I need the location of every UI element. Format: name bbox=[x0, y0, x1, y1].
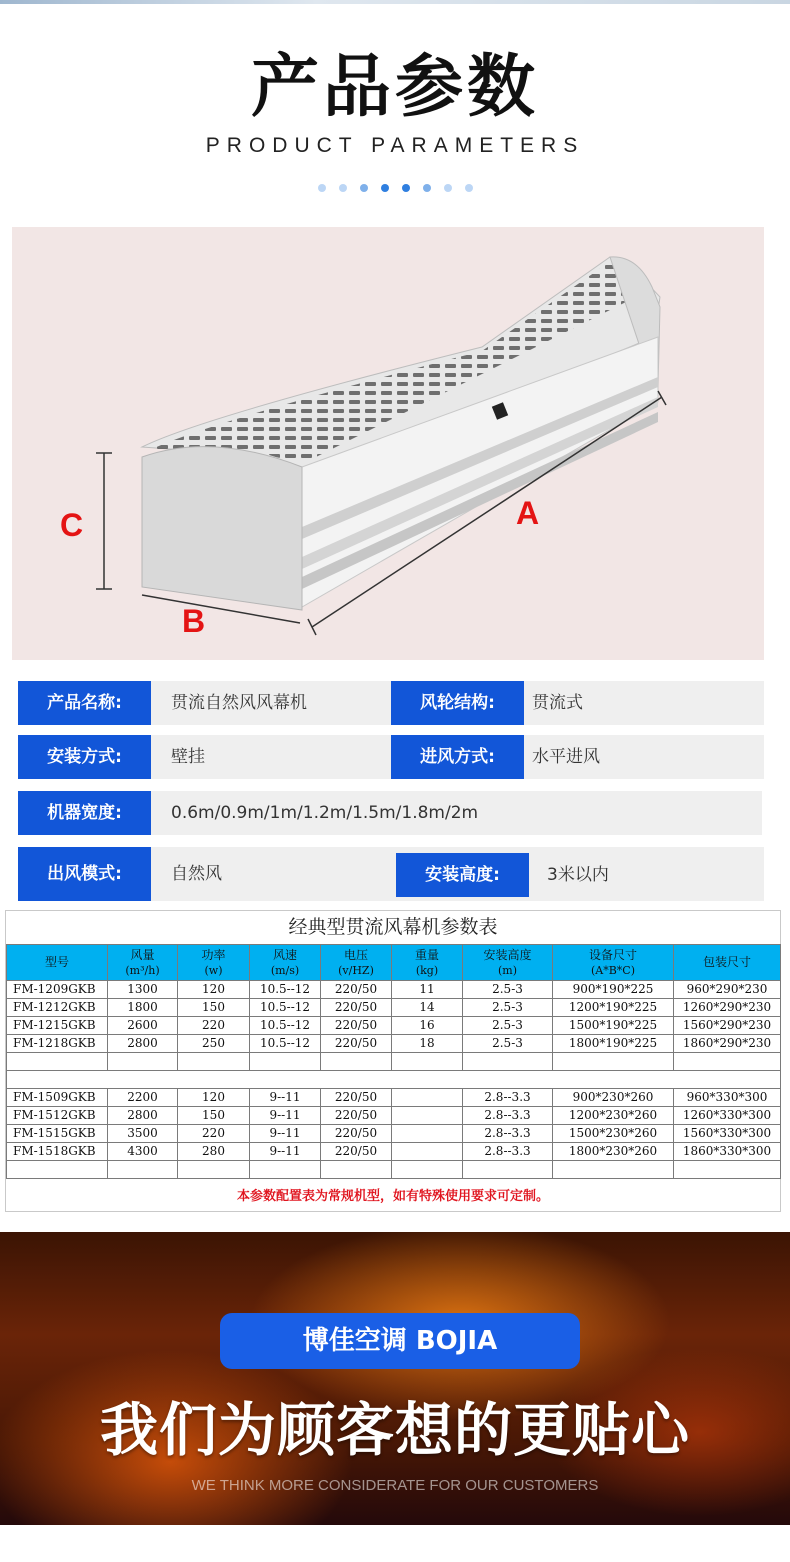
header-wind-speed: 风速 (m/s) bbox=[250, 945, 321, 981]
table-cell: 220/50 bbox=[321, 1017, 392, 1035]
table-cell: 11 bbox=[392, 981, 463, 999]
header-install-height: 安装高度 (m) bbox=[463, 945, 553, 981]
table-cell: 120 bbox=[178, 981, 250, 999]
product-photo bbox=[12, 227, 764, 660]
product-name-value: 贯流自然风风幕机 bbox=[151, 681, 391, 725]
header-device-size: 设备尺寸 (A*B*C) bbox=[553, 945, 674, 981]
table-row bbox=[7, 1053, 781, 1071]
air-curtain-illustration bbox=[12, 227, 764, 660]
table-row bbox=[7, 1125, 781, 1143]
machine-width-label: 机器宽度: bbox=[18, 791, 151, 835]
dot bbox=[381, 184, 389, 192]
dot bbox=[423, 184, 431, 192]
table-cell: 220 bbox=[178, 1017, 250, 1035]
top-decoration-strip bbox=[0, 0, 790, 4]
param-row-name bbox=[18, 681, 764, 725]
table-cell bbox=[392, 1107, 463, 1125]
section-subtitle: PRODUCT PARAMETERS bbox=[205, 134, 585, 157]
table-cell: 9--11 bbox=[250, 1089, 321, 1107]
table-cell: 220/50 bbox=[321, 1107, 392, 1125]
spec-table-title: 经典型贯流风幕机参数表 bbox=[288, 916, 498, 938]
dot bbox=[402, 184, 410, 192]
table-cell-model: FM-1518GKB bbox=[7, 1143, 108, 1161]
dimension-a-label: A bbox=[516, 495, 540, 531]
table-cell: 120 bbox=[178, 1089, 250, 1107]
table-cell: 220/50 bbox=[321, 1035, 392, 1053]
table-cell bbox=[463, 1161, 553, 1179]
table-cell: 150 bbox=[178, 999, 250, 1017]
table-cell: 1260*330*300 bbox=[674, 1107, 781, 1125]
table-cell: 9--11 bbox=[250, 1107, 321, 1125]
table-cell: 10.5--12 bbox=[250, 999, 321, 1017]
air-intake-label: 进风方式: bbox=[391, 735, 524, 779]
table-row bbox=[7, 1143, 781, 1161]
table-cell: 10.5--12 bbox=[250, 1035, 321, 1053]
table-cell: 220 bbox=[178, 1125, 250, 1143]
table-cell-model: FM-1212GKB bbox=[7, 999, 108, 1017]
table-cell bbox=[392, 1053, 463, 1071]
table-cell bbox=[178, 1161, 250, 1179]
product-name-label: 产品名称: bbox=[18, 681, 151, 725]
table-separator-row bbox=[7, 1071, 781, 1089]
fan-structure-value: 贯流式 bbox=[524, 681, 764, 725]
table-cell: 2.8--3.3 bbox=[463, 1107, 553, 1125]
dot bbox=[339, 184, 347, 192]
spec-table bbox=[6, 944, 781, 1179]
install-method-value: 壁挂 bbox=[151, 735, 391, 779]
table-cell: 2800 bbox=[108, 1035, 178, 1053]
table-cell: 220/50 bbox=[321, 981, 392, 999]
table-cell-model bbox=[7, 1053, 108, 1071]
table-cell-model: FM-1209GKB bbox=[7, 981, 108, 999]
table-cell: 14 bbox=[392, 999, 463, 1017]
table-row bbox=[7, 1017, 781, 1035]
table-cell-model: FM-1215GKB bbox=[7, 1017, 108, 1035]
table-cell bbox=[392, 1125, 463, 1143]
table-cell bbox=[178, 1053, 250, 1071]
table-cell: 220/50 bbox=[321, 1143, 392, 1161]
header-model: 型号 bbox=[7, 945, 108, 981]
air-intake-value: 水平进风 bbox=[524, 735, 764, 779]
table-cell: 2.5-3 bbox=[463, 999, 553, 1017]
table-cell: 2.8--3.3 bbox=[463, 1143, 553, 1161]
table-cell bbox=[321, 1053, 392, 1071]
table-cell: 960*330*300 bbox=[674, 1089, 781, 1107]
param-row-width bbox=[18, 791, 762, 835]
table-cell bbox=[674, 1053, 781, 1071]
table-row bbox=[7, 999, 781, 1017]
table-cell bbox=[553, 1053, 674, 1071]
header-weight: 重量 (kg) bbox=[392, 945, 463, 981]
table-cell: 1500*190*225 bbox=[553, 1017, 674, 1035]
table-cell bbox=[108, 1053, 178, 1071]
table-cell: 220/50 bbox=[321, 999, 392, 1017]
param-row-install bbox=[18, 735, 764, 779]
table-cell bbox=[392, 1161, 463, 1179]
brand-banner bbox=[0, 1232, 790, 1525]
install-height-label: 安装高度: bbox=[396, 853, 529, 897]
table-row bbox=[7, 1035, 781, 1053]
table-cell: 2.5-3 bbox=[463, 1035, 553, 1053]
table-cell: 1800*190*225 bbox=[553, 1035, 674, 1053]
table-cell: 2.5-3 bbox=[463, 1017, 553, 1035]
table-cell bbox=[674, 1161, 781, 1179]
install-method-label: 安装方式: bbox=[18, 735, 151, 779]
slogan: 我们为顾客想的更贴心 bbox=[99, 1396, 690, 1464]
param-row-outlet bbox=[18, 847, 764, 901]
header-package-size: 包装尺寸 bbox=[674, 945, 781, 981]
dot bbox=[318, 184, 326, 192]
install-height-value: 3米以内 bbox=[547, 865, 609, 885]
table-cell bbox=[108, 1161, 178, 1179]
dot bbox=[444, 184, 452, 192]
spec-table-box bbox=[5, 910, 781, 1212]
table-cell: 220/50 bbox=[321, 1089, 392, 1107]
table-cell: 2.8--3.3 bbox=[463, 1125, 553, 1143]
table-cell bbox=[392, 1143, 463, 1161]
table-cell: 900*190*225 bbox=[553, 981, 674, 999]
table-cell: 10.5--12 bbox=[250, 1017, 321, 1035]
header-power: 功率 (w) bbox=[178, 945, 250, 981]
table-row bbox=[7, 1071, 781, 1089]
table-cell: 1860*290*230 bbox=[674, 1035, 781, 1053]
spec-table-header bbox=[7, 945, 781, 981]
table-cell bbox=[463, 1053, 553, 1071]
table-cell-model: FM-1509GKB bbox=[7, 1089, 108, 1107]
table-cell-model: FM-1218GKB bbox=[7, 1035, 108, 1053]
table-cell: 18 bbox=[392, 1035, 463, 1053]
table-cell: 9--11 bbox=[250, 1143, 321, 1161]
table-cell bbox=[553, 1161, 674, 1179]
table-row bbox=[7, 1161, 781, 1179]
table-cell: 2200 bbox=[108, 1089, 178, 1107]
table-cell: 1500*230*260 bbox=[553, 1125, 674, 1143]
table-cell-model: FM-1515GKB bbox=[7, 1125, 108, 1143]
dot bbox=[360, 184, 368, 192]
table-cell: 1300 bbox=[108, 981, 178, 999]
table-cell: 4300 bbox=[108, 1143, 178, 1161]
table-cell: 1260*290*230 bbox=[674, 999, 781, 1017]
table-cell: 220/50 bbox=[321, 1125, 392, 1143]
decorative-dots bbox=[0, 184, 790, 196]
header-airflow: 风量 (m³/h) bbox=[108, 945, 178, 981]
table-cell: 900*230*260 bbox=[553, 1089, 674, 1107]
brand-pill: 博佳空调 BOJIA bbox=[220, 1313, 580, 1369]
table-row bbox=[7, 1089, 781, 1107]
table-cell: 10.5--12 bbox=[250, 981, 321, 999]
table-cell: 960*290*230 bbox=[674, 981, 781, 999]
table-cell: 1560*330*300 bbox=[674, 1125, 781, 1143]
table-cell: 16 bbox=[392, 1017, 463, 1035]
table-cell: 2800 bbox=[108, 1107, 178, 1125]
fan-structure-label: 风轮结构: bbox=[391, 681, 524, 725]
dimension-b-label: B bbox=[182, 603, 206, 639]
header-voltage: 电压 (v/HZ) bbox=[321, 945, 392, 981]
table-cell: 2.5-3 bbox=[463, 981, 553, 999]
dimension-c-label: C bbox=[60, 507, 84, 543]
table-cell: 280 bbox=[178, 1143, 250, 1161]
table-cell-model: FM-1512GKB bbox=[7, 1107, 108, 1125]
table-cell: 1860*330*300 bbox=[674, 1143, 781, 1161]
dot bbox=[465, 184, 473, 192]
outlet-mode-label: 出风模式: bbox=[18, 847, 151, 901]
machine-width-value: 0.6m/0.9m/1m/1.2m/1.5m/1.8m/2m bbox=[151, 791, 762, 835]
spec-table-note: 本参数配置表为常规机型，如有特殊使用要求可定制。 bbox=[236, 1189, 549, 1204]
outlet-mode-value: 自然风 bbox=[151, 847, 396, 901]
table-cell: 2600 bbox=[108, 1017, 178, 1035]
table-cell: 1200*230*260 bbox=[553, 1107, 674, 1125]
table-cell-model bbox=[7, 1161, 108, 1179]
table-cell: 250 bbox=[178, 1035, 250, 1053]
table-cell: 1200*190*225 bbox=[553, 999, 674, 1017]
section-title: 产品参数 bbox=[250, 48, 539, 127]
slogan-en: WE THINK MORE CONSIDERATE FOR OUR CUSTOMERS bbox=[191, 1477, 599, 1494]
table-cell: 9--11 bbox=[250, 1125, 321, 1143]
table-cell bbox=[321, 1161, 392, 1179]
table-cell bbox=[250, 1161, 321, 1179]
table-cell: 3500 bbox=[108, 1125, 178, 1143]
table-cell: 150 bbox=[178, 1107, 250, 1125]
table-cell: 1800 bbox=[108, 999, 178, 1017]
table-cell bbox=[392, 1089, 463, 1107]
table-row bbox=[7, 981, 781, 999]
table-row bbox=[7, 1107, 781, 1125]
table-cell: 1560*290*230 bbox=[674, 1017, 781, 1035]
table-cell: 1800*230*260 bbox=[553, 1143, 674, 1161]
table-cell bbox=[250, 1053, 321, 1071]
table-cell: 2.8--3.3 bbox=[463, 1089, 553, 1107]
